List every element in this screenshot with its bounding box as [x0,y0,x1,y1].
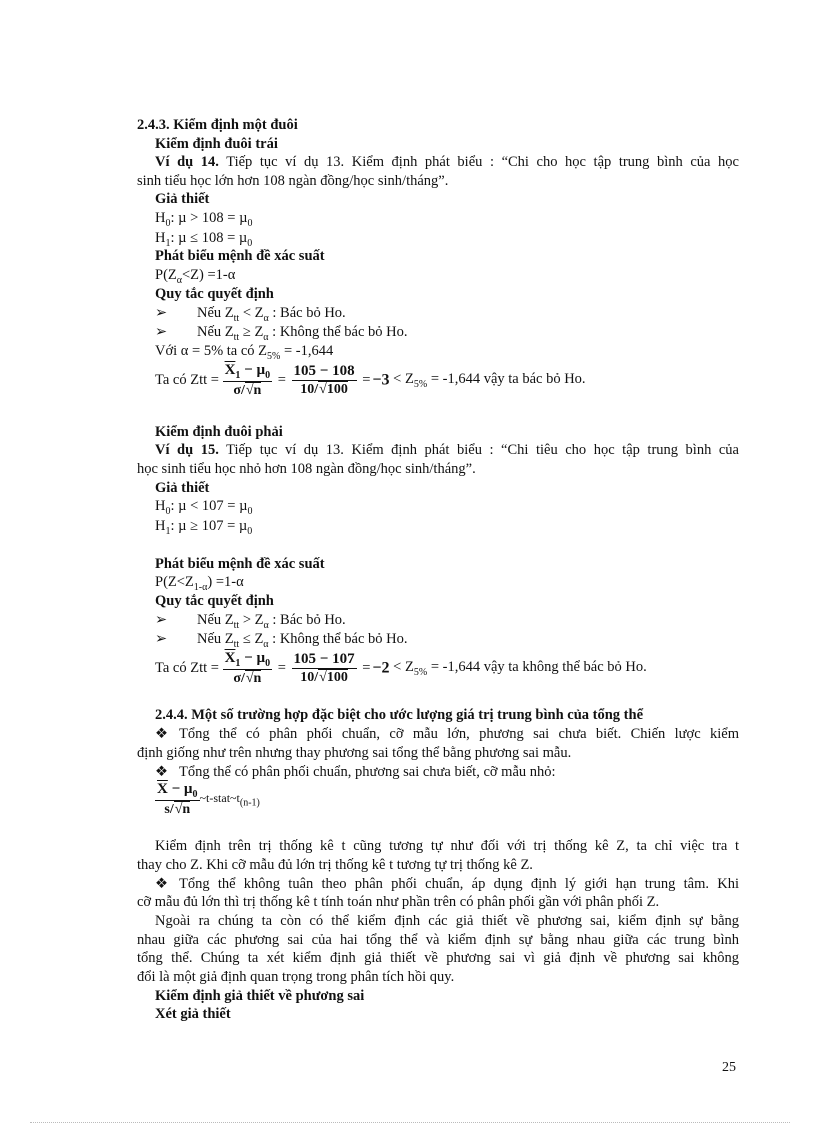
right-tail-heading: Kiểm định đuôi phải [155,424,283,440]
hypothesis-heading-2: Giả thiết [155,480,210,496]
paragraph-2-line-3: tổng thể. Chúng ta xét kiểm định giả thiết về phương sai vì giả định về phương sai không [137,950,739,966]
probability-heading-2: Phát biểu mệnh đề xác suất [155,556,325,572]
example-14-line-2: sinh tiểu học lớn hơn 108 ngàn đồng/học sinh/tháng”. [137,173,449,189]
numeric-fraction-2: $\frac{105 - 107}{10/√100}$ [293,651,355,685]
alpha-line: Với α = 5% ta có $Z_{5\%} = -1,644$ [155,343,334,362]
rule-1-left: ➢ Nếu $Z_{tt} < Z_\alpha$ : Bác bỏ Ho. [155,305,346,324]
decision-rule-heading-2: Quy tắc quyết định [155,593,274,609]
h1-left: $H_1$: µ ≤ 108 = µ$_0$ [155,230,253,249]
paragraph-2-line-2: nhau giữa các phương sai của hai tổng thể và kiểm định sự bằng nhau giữa các trung bình [137,932,739,948]
rule-1-right: ➢ Nếu $Z_{tt} > Z_\alpha$ : Bác bỏ Ho. [155,612,346,631]
probability-heading-1: Phát biểu mệnh đề xác suất [155,248,325,264]
section-title-2-4-3: 2.4.3. Kiểm định một đuôi [137,117,298,133]
left-tail-heading: Kiểm định đuôi trái [155,136,278,152]
paragraph-2-line-1: Ngoài ra chúng ta còn có thể kiểm định các giả thiết về phương sai, kiểm định sự bằng [155,913,739,929]
arrow-bullet-icon: ➢ [155,324,168,340]
paragraph-2-line-4: đổi là một giả định quan trọng trong phân tích hồi quy. [137,969,455,985]
example-15-line-2: học sinh tiểu học nhỏ hơn 108 ngàn đồng/học sinh/tháng”. [137,461,476,477]
z-statistic-fraction: $\frac{\overline{X}_1 - \mu_0}{\sigma/√n}$ [224,650,271,686]
diamond-bullet-icon: ❖ [155,764,168,780]
probability-statement-1: $P(Z_\alpha<Z) =1-\alpha$ [155,267,236,286]
decision-rule-heading-1: Quy tắc quyết định [155,286,274,302]
h1-right: $H_1$: µ ≥ 107 = µ$_0$ [155,518,253,537]
page-number: 25 [722,1060,736,1075]
hypothesis-heading-1: Giả thiết [155,191,210,207]
t-statistic-fraction: $\frac{\overline{X} - \mu_0}{s/√n}$ [157,781,198,817]
h0-right: $H_0$: µ < 107 = µ$_0$ [155,498,253,517]
numeric-fraction-1: $\frac{105 - 108}{10/√100}$ [293,363,355,397]
formula-right-tail: Ta có Ztt = $\frac{\overline{X}_1 - \mu_0}{\sigma/√n}$ = $\frac{105 - 107}{10/√100}$ = $-2 < Z_{5\%} = -1,644$ vậy ta không thể bác bỏ Ho. [155,650,647,686]
paragraph-1-line-2: thay cho Z. Khi cỡ mẫu đủ lớn trị thống kê t tương tự trị thống kê Z. [137,857,533,873]
rule-2-right: ➢ Nếu $Z_{tt} \le Z_\alpha$ : Không thể bác bỏ Ho. [155,631,408,650]
bullet-1-line-1: ❖ Tổng thể có phân phối chuẩn, cỡ mẫu lớn, phương sai chưa biết. Chiến lược kiểm [155,726,739,742]
bullet-1-line-2: định giống như trên nhưng thay phương sai tổng thể bằng phương sai mẫu. [137,745,572,761]
arrow-bullet-icon: ➢ [155,305,168,321]
diamond-bullet-icon: ❖ [155,876,168,892]
diamond-bullet-icon: ❖ [155,726,168,742]
z-statistic-fraction: $\frac{\overline{X}_1 - \mu_0}{\sigma/√n}$ [224,362,271,398]
formula-left-tail: Ta có Ztt = $\frac{\overline{X}_1 - \mu_0}{\sigma/√n}$ = $\frac{105 - 108}{10/√100}$ = $-3 < Z_{5\%} = -1,644$ vậy ta bác bỏ Ho. [155,362,586,398]
consider-hypothesis: Xét giả thiết [155,1006,231,1022]
bullet-3-line-2: cỡ mẫu đủ lớn thì trị thống kê t tính toán như phần trên có phân phối gần với phân phối Z. [137,894,660,910]
section-title-2-4-4: 2.4.4. Một số trường hợp đặc biệt cho ước lượng giá trị trung bình của tổng thể [155,707,644,723]
h0-left: $H_0$: µ > 108 = µ$_0$ [155,210,253,229]
arrow-bullet-icon: ➢ [155,612,168,628]
paragraph-1-line-1: Kiểm định trên trị thống kê t cũng tương tự như đối với trị thống kê Z, ta chỉ việc tra t [155,838,739,854]
rule-2-left: ➢ Nếu $Z_{tt} \ge Z_\alpha$ : Không thể bác bỏ Ho. [155,324,408,343]
probability-statement-2: $P(Z<Z_{1-\alpha}) =1-\alpha$ [155,574,244,593]
bullet-3-line-1: ❖ Tổng thể không tuân theo phân phối chuẩn, áp dụng định lý giới hạn trung tâm. Khi [155,876,739,892]
example-14-line-1: Ví dụ 14. Tiếp tục ví dụ 13. Kiểm định phát biểu : “Chi cho học tập trung bình của học [155,154,739,170]
arrow-bullet-icon: ➢ [155,631,168,647]
t-stat-formula: $\frac{\overline{X} - \mu_0}{s/√n}$ $\sim t-stat\sim t_{(n-1)}$ [157,781,260,817]
variance-test-heading: Kiểm định giả thiết về phương sai [155,988,365,1004]
example-15-line-1: Ví dụ 15. Tiếp tục ví dụ 13. Kiểm định phát biểu : “Chi tiêu cho học tập trung bình của [155,442,739,458]
bullet-2: ❖ Tổng thể có phân phối chuẩn, phương sai chưa biết, cỡ mẫu nhỏ: [155,764,556,780]
